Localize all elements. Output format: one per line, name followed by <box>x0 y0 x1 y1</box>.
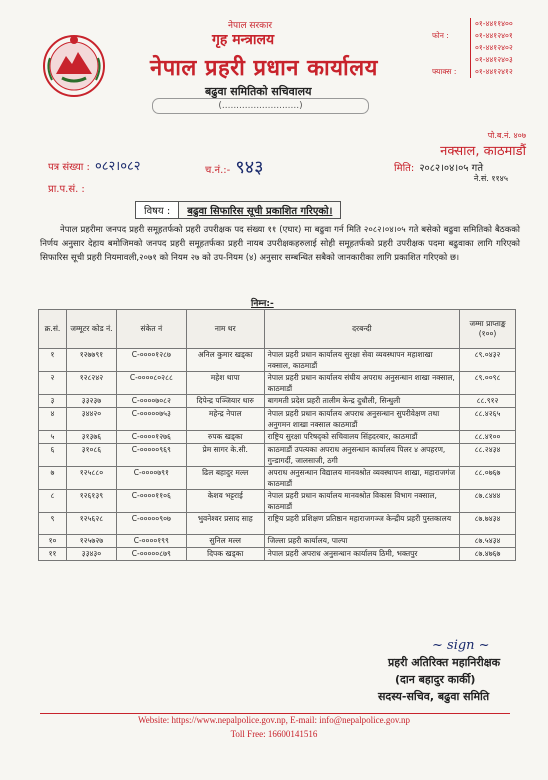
phone-number: ०१-४४१२४०२ <box>470 42 513 54</box>
cell-symbol: C-०००००९०७ <box>116 513 186 535</box>
cell-name: भुवनेश्वर प्रसाद साह <box>186 513 264 535</box>
pra-pa-number: प्रा.प.सं. : <box>48 184 85 195</box>
cell-code: ३४४२० <box>66 408 116 431</box>
fax-number: ०१-४४१२४१२ <box>470 66 513 78</box>
cell-code: १२५७२७ <box>66 535 116 548</box>
cell-score: ८८.०७६७ <box>460 467 516 490</box>
chalani-number: च.नं.:- ९४३ <box>205 157 264 178</box>
phone-row: फोन : ०१-४४१२४०१ <box>432 31 513 40</box>
cell-symbol: C-०००००९६९ <box>116 444 186 467</box>
po-box: पो.ब.नं. ४०७ <box>487 131 526 140</box>
nepal-emblem-icon <box>38 28 110 100</box>
cell-score: ८७.७४३४ <box>460 513 516 535</box>
cell-name: ढिल बहादुर मल्ल <box>186 467 264 490</box>
cell-name: सुनिल मल्ल <box>186 535 264 548</box>
cell-posting: नेपाल प्रहरी प्रधान कार्यालय संघीय अपराध अनुसन्धान शाखा नक्साल, काठमाडौं <box>264 372 459 395</box>
cell-name: केशव भट्टराई <box>186 490 264 513</box>
cell-symbol: C-००००७०८२ <box>116 395 186 408</box>
table-row <box>39 548 516 561</box>
table-row <box>39 349 516 372</box>
phone-row <box>432 42 513 54</box>
cell-name: अनिल कुमार खड्का <box>186 349 264 372</box>
table-row <box>39 513 516 535</box>
body-paragraph: नेपाल प्रहरीमा जनपद प्रहरी समूहतर्फको प्रहरी उपरीक्षक पद संख्या ११ (एघार) मा बढुवा गर्न मिति २०८२।०४।०५ गते बसेको बढुवा समितिको बैठकको निर्णय अनुसार देहाय बमोजिमको जनपद प्रहरी समूहतर्फका प्रहरी नायब उपरीक्षकहरुलाई सोही समूहतर्फको प्रहरी उपरीक्षक पदमा बढुवाका लागि गरिएको सिफारिस सूची प्रहरी नियमावली,२०७१ को नियम २७ को उप-नियम (४) अनुसार सम्बन्धित सबैको जानकारीका लागि प्रकाशित गरिएको छ। <box>40 225 520 263</box>
cell-symbol: C-०००००८७९ <box>116 548 186 561</box>
table-row <box>39 535 516 548</box>
cell-name: रुपक खड्का <box>186 431 264 444</box>
cell-sn: ११ <box>39 548 67 561</box>
cell-score: ८९.०४३२ <box>460 349 516 372</box>
phone-list <box>432 18 513 78</box>
phone-number: ०१-४४११४०० <box>470 18 513 30</box>
cell-sn: ३ <box>39 395 67 408</box>
gov-label: नेपाल सरकार <box>228 21 273 31</box>
col-symbol: संकेत नं <box>116 310 186 349</box>
cell-score: ८७.८४४४ <box>460 490 516 513</box>
cell-symbol: C-०००००७५३ <box>116 408 186 431</box>
niman-label: निम्न:- <box>251 299 274 309</box>
cell-posting: नेपाल प्रहरी प्रधान कार्यालय सुरक्षा सेवा व्यवस्थापन महाशाखा नक्साल, काठमाडौं <box>264 349 459 372</box>
cell-code: १२७७९१ <box>66 349 116 372</box>
phone-row: फ्याक्स : ०१-४४१२४१२ <box>432 67 513 76</box>
ministry-label: गृह मन्त्रालय <box>212 32 275 48</box>
table-row <box>39 408 516 431</box>
cell-code: १२५८८० <box>66 467 116 490</box>
date: मिति: २०८२।०४।०५ गते <box>394 163 484 174</box>
dotted-box: (...........................) <box>152 98 369 114</box>
cell-score: ८९.००९८ <box>460 372 516 395</box>
subject-text: बढुवा सिफारिस सूची प्रकाशित गरिएको। <box>179 201 341 219</box>
cell-name: प्रेम सागर के.सी. <box>186 444 264 467</box>
cell-posting: बागमती प्रदेश प्रहरी तालीम केन्द्र दुधौली, सिन्धुली <box>264 395 459 408</box>
signatory-name: (दान बहादुर कार्की) <box>395 673 476 686</box>
table-header-row <box>39 310 516 349</box>
cell-sn: ५ <box>39 431 67 444</box>
signatory-title: प्रहरी अतिरिक्त महानिरीक्षक <box>388 656 501 669</box>
cell-code: ३१३७६ <box>66 431 116 444</box>
cell-sn: १ <box>39 349 67 372</box>
subject-label: विषय : <box>135 201 179 219</box>
cell-score: ८८.४१०० <box>460 431 516 444</box>
cell-symbol: C-००००११०६ <box>116 490 186 513</box>
cell-score: ८८.४२६५ <box>460 408 516 431</box>
cell-name: दिपक खड्का <box>186 548 264 561</box>
cell-sn: १० <box>39 535 67 548</box>
col-sn: क्र.सं. <box>39 310 67 349</box>
cell-symbol: C-००००१२७६ <box>116 431 186 444</box>
cell-sn: ८ <box>39 490 67 513</box>
subject <box>135 201 341 219</box>
cell-name: महेन्द्र नेपाल <box>186 408 264 431</box>
cell-name: महेश थापा <box>186 372 264 395</box>
phone-number: ०१-४४१२४०३ <box>470 54 513 66</box>
phone-row <box>432 18 513 30</box>
cell-posting: काठमाडौं उपत्यका अपराध अनुसन्धान कार्यालय पिलर ४ अपहरण, गुन्डागर्दी, जालसाजी, ठगी <box>264 444 459 467</box>
signatory-role: सदस्य-सचिव, बढुवा समिति <box>378 690 490 703</box>
cell-code: १२५६२८ <box>66 513 116 535</box>
cell-sn: ४ <box>39 408 67 431</box>
office-title: नेपाल प्रहरी प्रधान कार्यालय <box>150 56 378 81</box>
cell-code: १२६१३९ <box>66 490 116 513</box>
table-row <box>39 395 516 408</box>
cell-posting: अपराध अनुसन्धान विद्यालय मानवश्रोत व्यवस्थापन शाखा, महाराजगंज काठमाडौं <box>264 467 459 490</box>
footer-divider <box>40 713 510 714</box>
footer-contact: Website: https://www.nepalpolice.gov.np, E-mail: info@nepalpolice.gov.np <box>137 715 410 725</box>
secretariat-label: बढुवा समितिको सचिवालय <box>205 85 312 98</box>
cell-symbol: C-००००७९१ <box>116 467 186 490</box>
cell-code: ३३४३० <box>66 548 116 561</box>
cell-posting: राष्ट्रिय सुरक्षा परिषद्को सचिवालय सिंहदरबार, काठमाडौं <box>264 431 459 444</box>
table-row <box>39 490 516 513</box>
cell-sn: ६ <box>39 444 67 467</box>
cell-score: ८८.२४३४ <box>460 444 516 467</box>
table-row <box>39 444 516 467</box>
cell-sn: २ <box>39 372 67 395</box>
cell-symbol: C-००००८०२८८ <box>116 372 186 395</box>
cell-code: ३३२३७ <box>66 395 116 408</box>
col-posting: दरबन्दी <box>264 310 459 349</box>
cell-posting: राष्ट्रिय प्रहरी प्रशिक्षण प्रतिष्ठान महाराजगञ्ज केन्द्रीय प्रहरी पुस्तकालय <box>264 513 459 535</box>
address: नक्साल, काठमाडौं <box>440 144 526 159</box>
cell-posting: नेपाल प्रहरी प्रधान कार्यालय अपराध अनुसन्धान सुपरीवेक्षण तथा अनुगमन शाखा नक्साल काठमाडौं <box>264 408 459 431</box>
ref-number: पत्र संख्या : ०८२।०८२ <box>48 159 141 174</box>
cell-symbol: C-००००१९९ <box>116 535 186 548</box>
cell-sn: ९ <box>39 513 67 535</box>
table-row <box>39 431 516 444</box>
phone-number: ०१-४४१२४०१ <box>470 30 513 42</box>
col-code: जम्मूटर कोड नं. <box>66 310 116 349</box>
table-row <box>39 467 516 490</box>
recommendation-table <box>38 309 516 561</box>
footer-tollfree: Toll Free: 16600141516 <box>230 729 318 739</box>
cell-score: ८७.४७६७ <box>460 548 516 561</box>
cell-code: ३१०८६ <box>66 444 116 467</box>
cell-posting: नेपाल प्रहरी अपराध अनुसन्धान कार्यालय ठिमी, भक्तपुर <box>264 548 459 561</box>
cell-symbol: C-००००१२८७ <box>116 349 186 372</box>
col-score: जम्मा प्राप्ताङ्क (१००) <box>460 310 516 349</box>
cell-name: दिपेन्द्र पञ्जियार थारु <box>186 395 264 408</box>
cell-code: १२८२४२ <box>66 372 116 395</box>
cell-sn: ७ <box>39 467 67 490</box>
nepal-sambat: ने.सं. ११४५ <box>473 174 508 183</box>
cell-posting: जिल्ला प्रहरी कार्यालय, पाल्पा <box>264 535 459 548</box>
phone-row <box>432 54 513 66</box>
signature-scribble: ~ sign ~ <box>432 638 490 653</box>
cell-score: ८७.५४३४ <box>460 535 516 548</box>
cell-posting: नेपाल प्रहरी प्रधान कार्यालय मानवश्रोत विकास विभाग नक्साल, काठमाडौं <box>264 490 459 513</box>
table-row <box>39 372 516 395</box>
cell-score: ८८.९१२ <box>460 395 516 408</box>
col-name: नाम थर <box>186 310 264 349</box>
